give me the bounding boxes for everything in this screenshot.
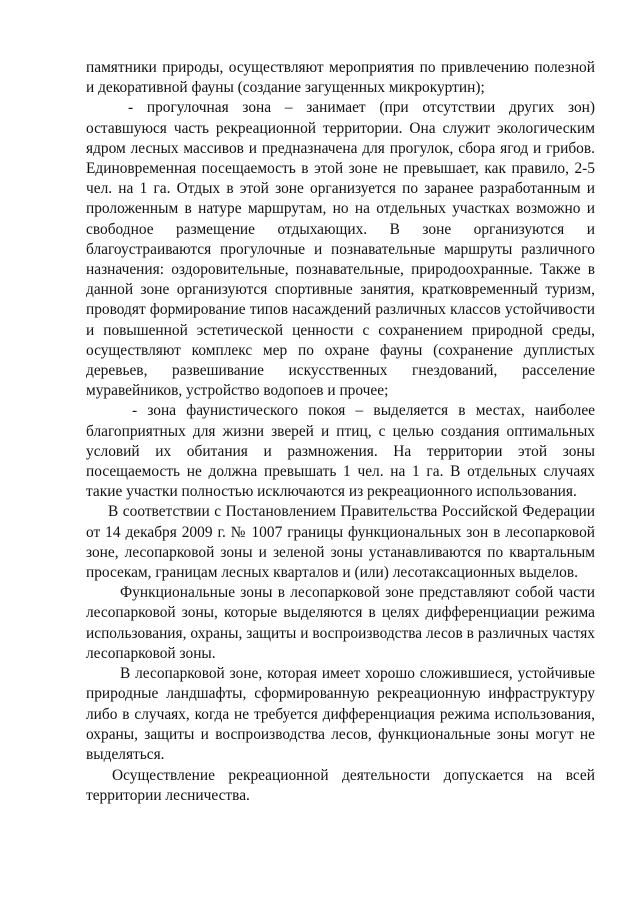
paragraph-stable-landscapes: В лесопарковой зоне, которая имеет хорошо сложившиеся, устойчивые природные ландшафты, сформированную рекреационную инфраструктуру либо в случаях, когда не требуется дифференциация режима использования, охраны, защиты и воспроизводства лесов, функциональные зоны могут не выделяться.: [86, 665, 595, 763]
paragraph-government-decree: В соответствии с Постановлением Правительства Российской Федерации от 14 декабря 2009 г. № 1007 границы функциональных зон в лесопарковой зоне, лесопарковой зоны и зеленой зоны устанавливаются по квартальным просекам, границам лесных кварталов и (или) лесотаксационных выделов.: [86, 503, 595, 582]
paragraph-functional-zones: Функциональные зоны в лесопарковой зоне представляют собой части лесопарковой зоны, которые выделяются в целях дифференциации режима использования, охраны, защиты и воспроизводства лесов в различных частях лесопарковой зоны.: [86, 584, 595, 662]
paragraph-walking-zone: - прогулочная зона – занимает (при отсутствии других зон) оставшуюся часть рекреационной территории. Она служит экологическим ядром лесных массивов и предназначена для прогулок, сбора ягод и грибов. Единовременная посещаемость в этой зоне не превышает, как правило, 2-5 чел. на 1 га. Отдых в этой зоне организуется по заранее разработанным и проложенным в натуре маршрутам, но на отдельных участках возможно и свободное размещение отдыхающих. В зоне организуются и благоустраиваются прогулочные и познавательные маршруты различного назначения: оздоровительные, познавательные, природоохранные. Также в данной зоне организуются спортивные занятия, кратковременный туризм, проводят формирование типов насаждений различных классов устойчивости и повышенной эстетической ценности с сохранением природной среды, осуществляют комплекс мер по охране фауны (сохранение дуплистых деревьев, развешивание искусственных гнездований, расселение муравейников, устройство водопоев и прочее;: [86, 99, 595, 400]
paragraph-fauna-rest-zone: - зона фаунистического покоя – выделяется в местах, наиболее благоприятных для жизни зверей и птиц, с целью создания оптимальных условий их обитания и размножения. На территории этой зоны посещаемость не должна превышать 1 чел. на 1 га. В отдельных случаях такие участки полностью исключаются из рекреационного использования.: [86, 402, 595, 501]
paragraph-recreational-activity: Осуществление рекреационной деятельности допускается на всей территории лесничества.: [86, 767, 595, 805]
document-page: [86, 58, 595, 807]
paragraph-continuation: памятники природы, осуществляют мероприятия по привлечению полезной и декоративной фауны (создание загущенных микрокуртин);: [86, 59, 595, 97]
